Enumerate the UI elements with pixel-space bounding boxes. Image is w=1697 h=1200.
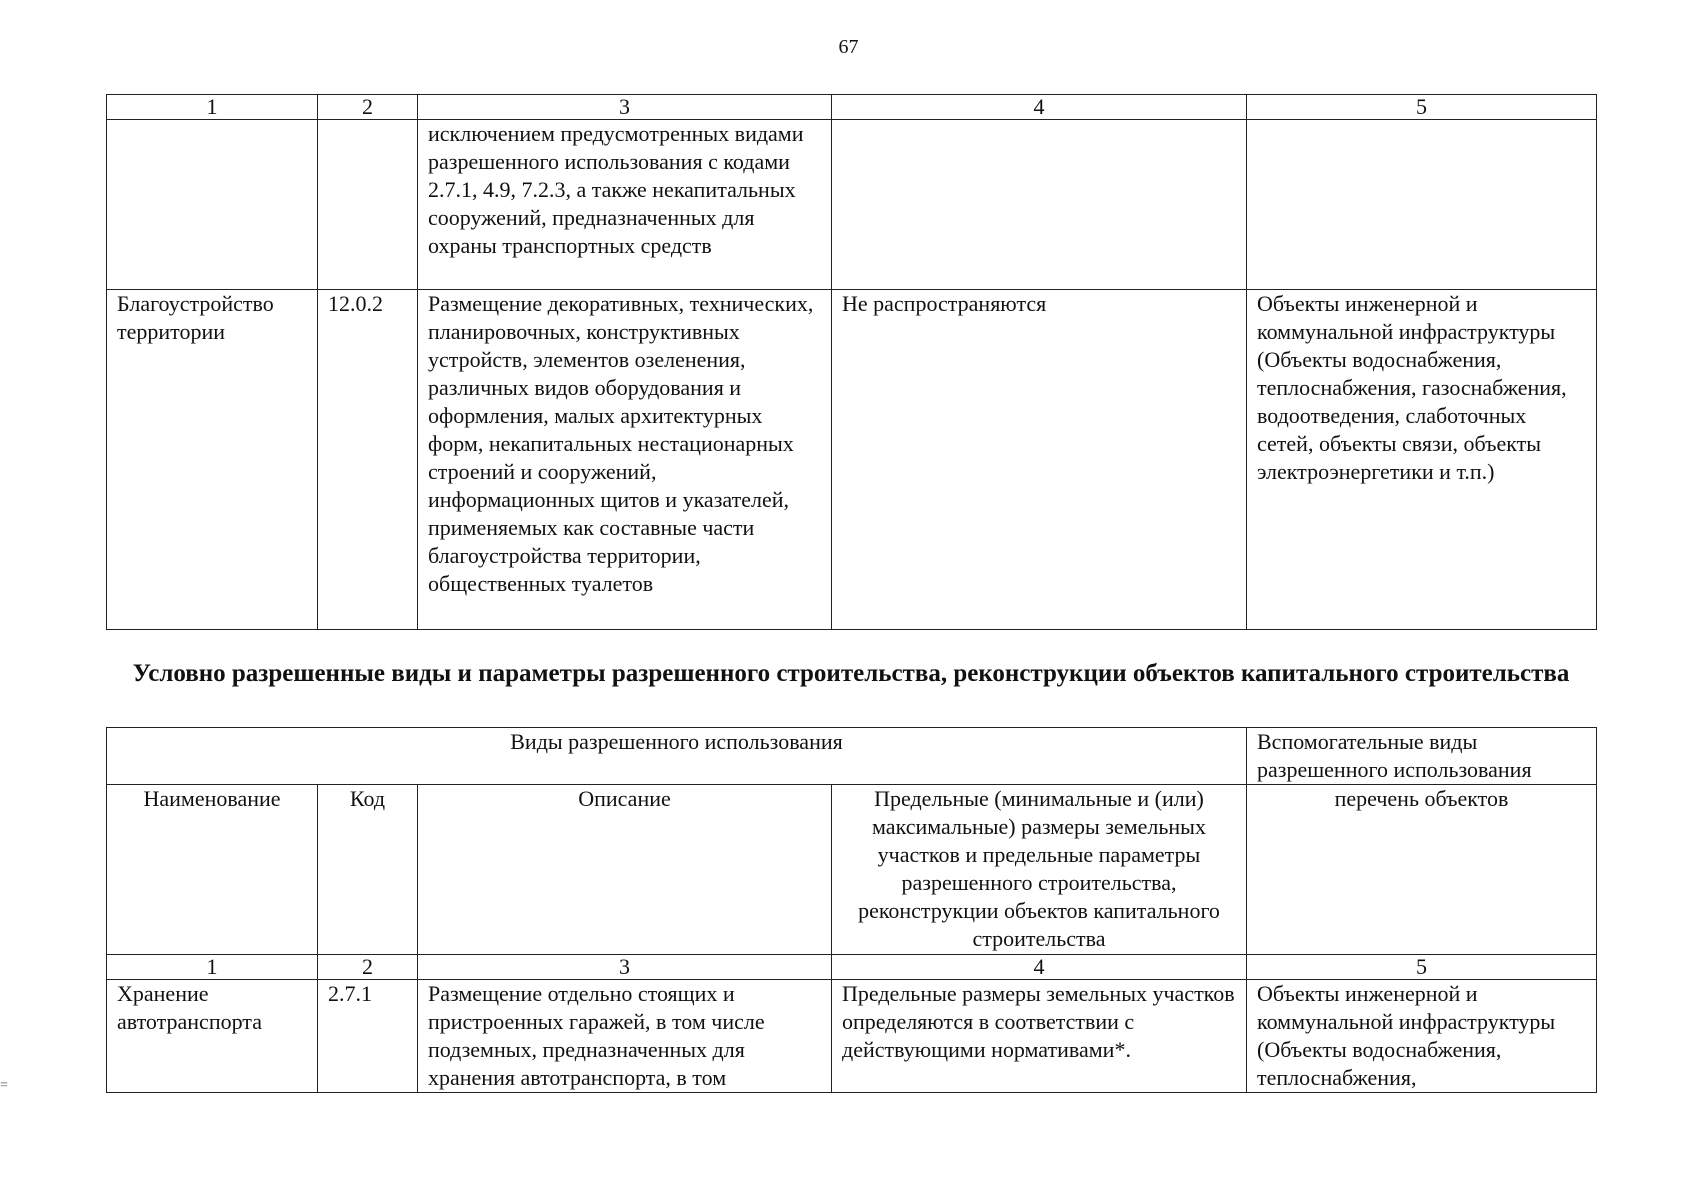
use-name-cell: Хранение автотранспорта (107, 980, 318, 1093)
auxiliary-uses-header: Вспомогательные виды разрешенного использования (1247, 728, 1597, 785)
auxiliary-objects-cell: Объекты инженерной и коммунальной инфраструктуры (Объекты водоснабжения, теплоснабжения, газоснабжения, водоотведения, слаботочных сетей, объекты связи, объекты электроэнергетики и т.п.) (1247, 290, 1597, 630)
margin-mark: = (0, 1078, 8, 1093)
code-column-header: Код (318, 785, 418, 955)
use-name-cell (107, 120, 318, 290)
column-number: 5 (1247, 955, 1597, 980)
column-number-row (107, 955, 1597, 980)
table-row (107, 120, 1597, 290)
use-name-cell: Благоустройство территории (107, 290, 318, 630)
column-number: 2 (318, 955, 418, 980)
column-header-row (107, 785, 1597, 955)
land-use-table-continued (106, 94, 1597, 630)
column-number: 5 (1247, 95, 1597, 120)
section-heading: Условно разрешенные виды и параметры разрешенного строительства, реконструкции объектов капитального строительства (132, 660, 1570, 687)
description-column-header: Описание (418, 785, 832, 955)
column-number: 1 (107, 95, 318, 120)
column-number: 3 (418, 95, 832, 120)
table-row (107, 980, 1597, 1093)
column-number: 3 (418, 955, 832, 980)
auxiliary-objects-cell (1247, 120, 1597, 290)
auxiliary-objects-cell: Объекты инженерной и коммунальной инфраструктуры (Объекты водоснабжения, теплоснабжения, (1247, 980, 1597, 1093)
parameters-column-header: Предельные (минимальные и (или) максимальные) размеры земельных участков и предельные параметры разрешенного строительства, реконструкции объектов капитального строительства (832, 785, 1247, 955)
objects-list-column-header: перечень объектов (1247, 785, 1597, 955)
use-code-cell (318, 120, 418, 290)
use-code-cell: 12.0.2 (318, 290, 418, 630)
page-number: 67 (838, 36, 859, 58)
use-description-cell: Размещение декоративных, технических, планировочных, конструктивных устройств, элементов озеленения, различных видов оборудования и оформления, малых архитектурных форм, некапитальных нестационарных строений и сооружений, информационных щитов и указателей, применяемых как составные части благоустройства территории, общественных туалетов (418, 290, 832, 630)
column-number: 4 (832, 955, 1247, 980)
column-number: 1 (107, 955, 318, 980)
use-description-cell: исключением предусмотренных видами разрешенного использования с кодами 2.7.1, 4.9, 7.2.3, а также некапитальных сооружений, предназначенных для охраны транспортных средств (418, 120, 832, 290)
use-parameters-cell: Предельные размеры земельных участков определяются в соответствии с действующими нормативами*. (832, 980, 1247, 1093)
use-parameters-cell: Не распространяются (832, 290, 1247, 630)
group-header-row (107, 728, 1597, 785)
use-parameters-cell (832, 120, 1247, 290)
column-number-row (107, 95, 1597, 120)
permitted-uses-group-header: Виды разрешенного использования (107, 728, 1247, 785)
name-column-header: Наименование (107, 785, 318, 955)
conditional-land-use-table (106, 727, 1597, 1093)
column-number: 4 (832, 95, 1247, 120)
column-number: 2 (318, 95, 418, 120)
table-row (107, 290, 1597, 630)
use-description-cell: Размещение отдельно стоящих и пристроенных гаражей, в том числе подземных, предназначенных для хранения автотранспорта, в том (418, 980, 832, 1093)
use-code-cell: 2.7.1 (318, 980, 418, 1093)
